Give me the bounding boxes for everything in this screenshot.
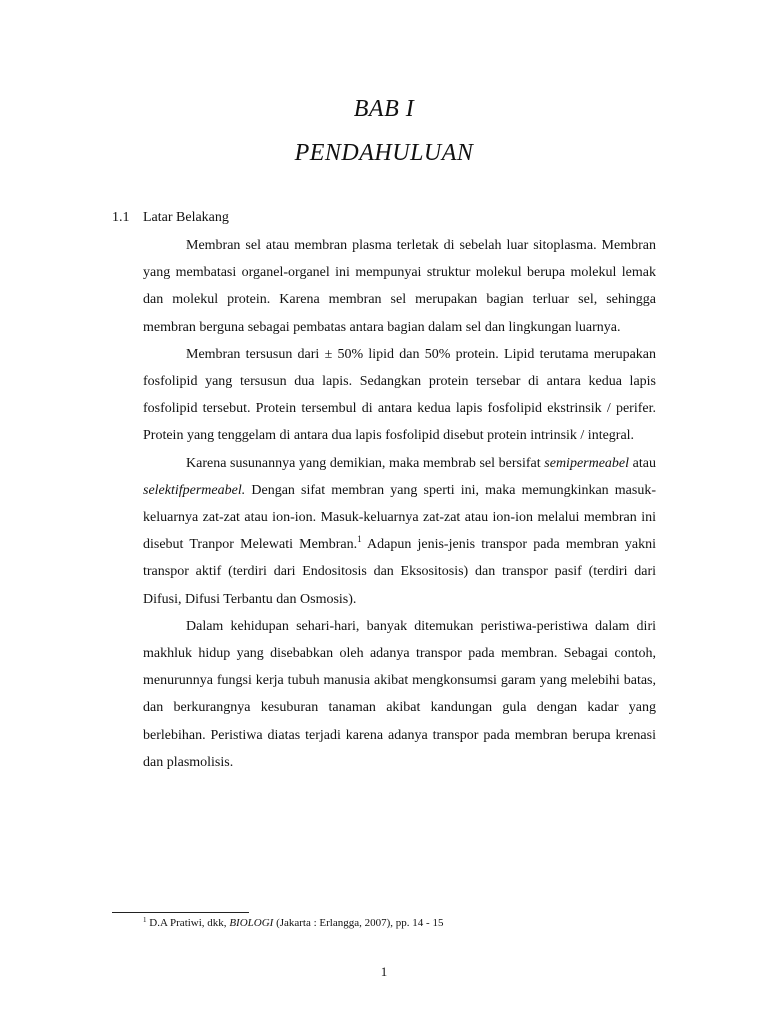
paragraph-3-text-c: Dengan sifat membran yang sperti ini, maka memungkinkan masuk-keluarnya zat-zat atau ion-ion. Masuk-keluarnya zat-zat atau ion-ion melalui membran ini disebut Tranpor Melewati Membran. <box>143 482 656 553</box>
page-number: 1 <box>380 964 388 979</box>
body-text <box>143 232 656 776</box>
paragraph-3-text-d: Adapun jenis-jenis transpor pada membran yakni transpor aktif (terdiri dari Endositosis dan Eksositosis) dan transpor pasif (terdiri dari Difusi, Difusi Terbantu dan Osmosis). <box>143 537 656 607</box>
paragraph-4: Dalam kehidupan sehari-hari, banyak ditemukan peristiwa-peristiwa dalam diri makhluk hidup yang disebabkan oleh adanya transpor pada membran. Sebagai contoh, menurunnya fungsi kerja tubuh manusia akibat mengkonsumsi garam yang melebihi batas, dan berkurangnya kesuburan tanaman akibat kandungan gula dengan kadar yang berlebihan. Peristiwa diatas terjadi karena adanya transpor pada membran berupa krenasi dan plasmolisis. <box>143 618 656 770</box>
term-selektifpermeabel: selektifpermeabel. <box>143 482 246 498</box>
footnote <box>143 917 443 929</box>
chapter-title: PENDAHULUAN <box>294 140 474 166</box>
section-title: Latar Belakang <box>143 210 229 225</box>
paragraph-3 <box>143 450 656 613</box>
section-heading <box>112 210 229 226</box>
paragraph-1: Membran sel atau membran plasma terletak di sebelah luar sitoplasma. Membran yang membatasi organel-organel ini mempunyai struktur molekul berupa molekul lemak dan molekul protein. Karena membran sel merupakan bagian terluar sel, sehingga membran berguna sebagai pembatas antara bagian dalam sel dan lingkungan luarnya. <box>143 238 656 335</box>
footnote-publication: (Jakarta : Erlangga, 2007), pp. 14 - 15 <box>276 917 444 929</box>
paragraph-2: Membran tersusun dari ± 50% lipid dan 50% protein. Lipid terutama merupakan fosfolipid yang tersusun dua lapis. Sedangkan protein tersebar di antara kedua lapis fosfolipid tersebut. Protein tersembul di antara kedua lapis fosfolipid ekstrinsik / perifer. Protein yang tenggelam di antara dua lapis fosfolipid disebut protein intrinsik / integral. <box>143 346 656 444</box>
paragraph-3-text-a: Karena susunannya yang demikian, maka membrab sel bersifat <box>186 455 541 471</box>
footnote-reference: 1 <box>357 534 362 545</box>
chapter-heading: BAB I <box>353 96 415 122</box>
section-number: 1.1 <box>112 210 130 225</box>
paragraph-3-text-b: atau <box>632 455 656 471</box>
term-semipermeabel: semipermeabel <box>544 455 630 471</box>
footnote-mark: 1 <box>143 916 147 924</box>
footnote-separator <box>112 912 249 913</box>
footnote-author: D.A Pratiwi, dkk, <box>149 917 227 929</box>
footnote-book-title: BIOLOGI <box>229 917 274 929</box>
